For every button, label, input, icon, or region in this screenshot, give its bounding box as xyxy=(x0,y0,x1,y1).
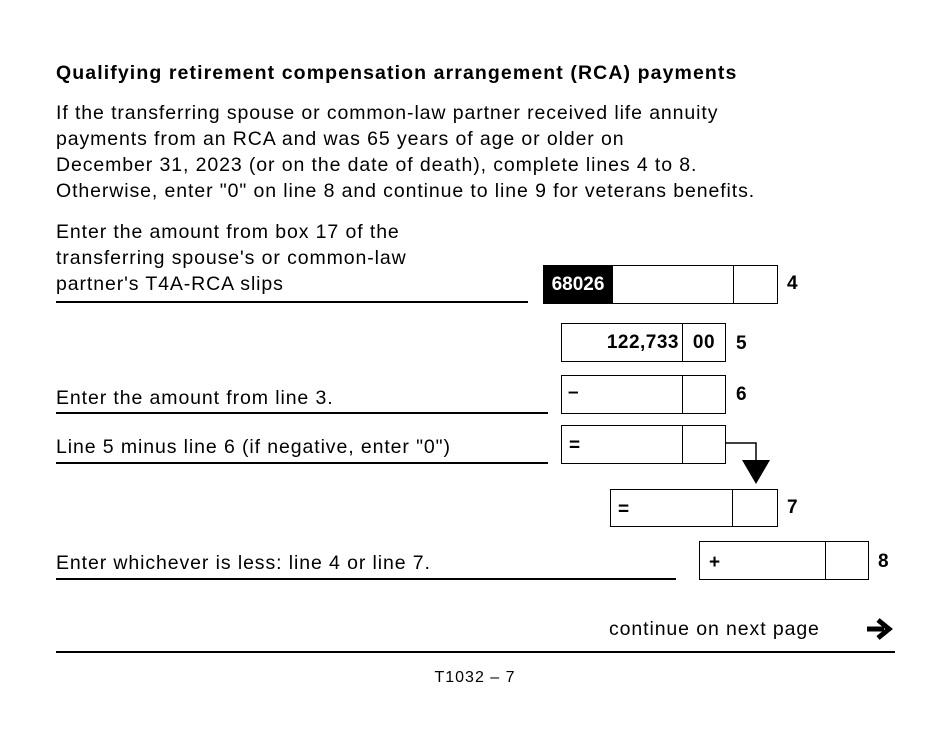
down-arrow-icon xyxy=(720,436,780,488)
line6-label: Enter the amount from line 3. xyxy=(56,387,334,409)
difference-underline xyxy=(56,462,548,464)
line6-number: 6 xyxy=(736,384,747,405)
line8-label: Enter whichever is less: line 4 or line 7. xyxy=(56,552,431,574)
intro-paragraph xyxy=(56,100,755,204)
difference-label: Line 5 minus line 6 (if negative, enter "0") xyxy=(56,436,451,458)
line7-cents-field[interactable] xyxy=(732,489,778,527)
line5-dollars-field[interactable]: 122,733 xyxy=(561,323,684,362)
line8-number: 8 xyxy=(878,551,889,572)
right-arrow-icon xyxy=(864,617,894,641)
line6-underline xyxy=(56,412,548,414)
line4-label xyxy=(56,219,407,297)
line4-label-text: Enter the amount from box 17 of the xyxy=(56,221,400,243)
line8-cents-field[interactable] xyxy=(825,541,869,580)
line7-number: 7 xyxy=(787,497,798,518)
line5-number: 5 xyxy=(736,333,747,354)
line6-cents-field[interactable] xyxy=(682,375,726,414)
continue-text: continue on next page xyxy=(609,618,820,640)
line4-dollars-field[interactable] xyxy=(612,265,735,304)
footer-divider xyxy=(56,651,895,653)
intro-line: If the transferring spouse or common-law partner received life annuity xyxy=(56,102,719,124)
line4-code-tag: 68026 xyxy=(543,265,613,304)
line4-number: 4 xyxy=(787,273,798,294)
intro-line: December 31, 2023 (or on the date of death), complete lines 4 to 8. xyxy=(56,154,698,176)
section-heading: Qualifying retirement compensation arrangement (RCA) payments xyxy=(56,62,738,84)
line8-underline xyxy=(56,578,676,580)
line6-dollars-field[interactable] xyxy=(561,375,684,414)
line5-cents-field[interactable]: 00 xyxy=(682,323,726,362)
line4-label-text: partner's T4A-RCA slips xyxy=(56,273,284,295)
intro-line: payments from an RCA and was 65 years of age or older on xyxy=(56,128,625,150)
line7-operator: = xyxy=(618,499,630,520)
line6-operator: – xyxy=(568,382,579,403)
difference-operator: = xyxy=(569,435,581,456)
line4-cents-field[interactable] xyxy=(733,265,778,304)
line8-operator: + xyxy=(709,552,721,573)
line4-underline xyxy=(56,301,528,303)
line4-label-text: transferring spouse's or common-law xyxy=(56,247,407,269)
page-number: T1032 – 7 xyxy=(434,669,516,686)
intro-line: Otherwise, enter "0" on line 8 and continue to line 9 for veterans benefits. xyxy=(56,180,756,202)
